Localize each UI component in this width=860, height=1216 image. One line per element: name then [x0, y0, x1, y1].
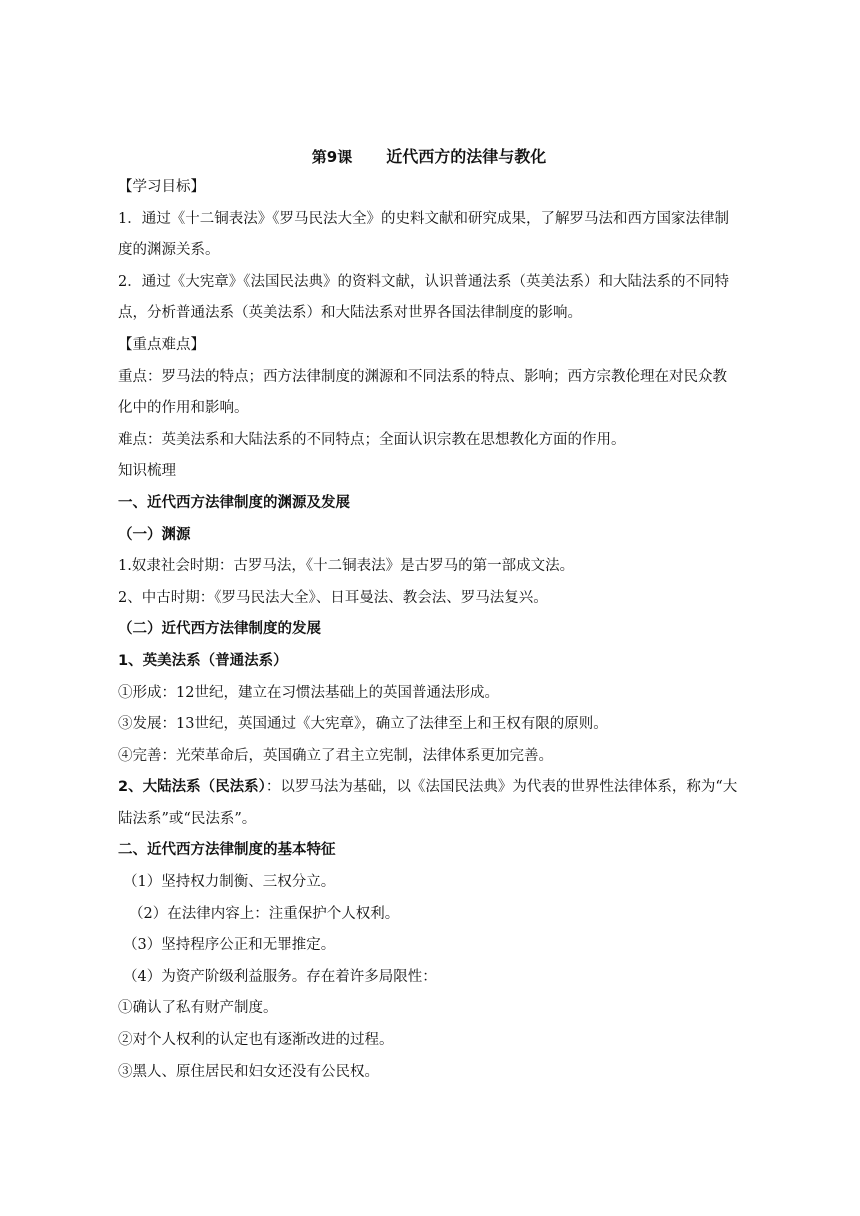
- document-body: [118, 142, 740, 1088]
- heading-development: （二）近代西方法律制度的发展: [118, 621, 321, 638]
- section-heading-objectives: 【学习目标】: [118, 179, 205, 195]
- common-law-formation: ①形成：12世纪，建立在习惯法基础上的英国普通法形成。: [118, 684, 499, 701]
- heading-origins: （一）渊源: [118, 526, 191, 543]
- common-law-development: ③发展：13世纪，英国通过《大宪章》，确立了法律至上和王权有限的原则。: [118, 716, 608, 733]
- feature-item-3: （3）坚持程序公正和无罪推定。: [123, 937, 336, 954]
- objective-item-1: 1．通过《十二铜表法》《罗马民法大全》的史料文献和研究成果，了解罗马法和西方国家法律制度的渊源关系。: [118, 210, 729, 259]
- civil-law-paragraph: [118, 772, 740, 835]
- heading-common-law: 1、英美法系（普通法系）: [118, 652, 288, 669]
- lesson-number: 第9课: [311, 148, 353, 166]
- feature-item-4: （4）为资产阶级利益服务。存在着许多局限性：: [123, 968, 437, 985]
- limitation-item-3: ③黑人、原住居民和妇女还没有公民权。: [118, 1063, 379, 1080]
- section-heading-key-points: 【重点难点】: [118, 336, 205, 353]
- feature-item-2: （2）在法律内容上：注重保护个人权利。: [129, 905, 400, 922]
- limitation-item-2: ②对个人权利的认定也有逐渐改进的过程。: [118, 1032, 394, 1049]
- civil-law-text: ：以罗马法为基础，以《法国民法典》为代表的世界性法律体系，称为“大陆法系”或“民法系”。: [118, 779, 738, 827]
- difficult-points-text: 难点：英美法系和大陆法系的不同特点；全面认识宗教在思想教化方面的作用。: [118, 431, 626, 448]
- common-law-perfection: ④完善：光荣革命后，英国确立了君主立宪制，法律体系更加完善。: [118, 747, 553, 764]
- heading-part-2: 二、近代西方法律制度的基本特征: [118, 842, 336, 859]
- limitation-item-1: ①确认了私有财产制度。: [118, 1000, 278, 1017]
- lesson-title: [118, 142, 740, 172]
- objective-item-2: 2．通过《大宪章》《法国民法典》的资料文献，认识普通法系（英美法系）和大陆法系的不同特点，分析普通法系（英美法系）和大陆法系对世界各国法律制度的影响。: [118, 273, 729, 322]
- origin-item-2: 2、中古时期：《罗马民法大全》、日耳曼法、教会法、罗马法复兴。: [118, 589, 548, 606]
- feature-item-1: （1）坚持权力制衡、三权分立。: [123, 874, 336, 891]
- heading-part-1: 一、近代西方法律制度的渊源及发展: [118, 494, 350, 511]
- knowledge-review-label: 知识梳理: [118, 463, 176, 480]
- key-points-text: 重点：罗马法的特点；西方法律制度的渊源和不同法系的特点、影响；西方宗教伦理在对民众教化中的作用和影响。: [118, 368, 727, 417]
- lesson-name: 近代西方的法律与教化: [386, 147, 547, 166]
- origin-item-1: 1.奴隶社会时期：古罗马法，《十二铜表法》是古罗马的第一部成文法。: [118, 558, 575, 575]
- civil-law-heading: 2、大陆法系（民法系）: [118, 779, 266, 796]
